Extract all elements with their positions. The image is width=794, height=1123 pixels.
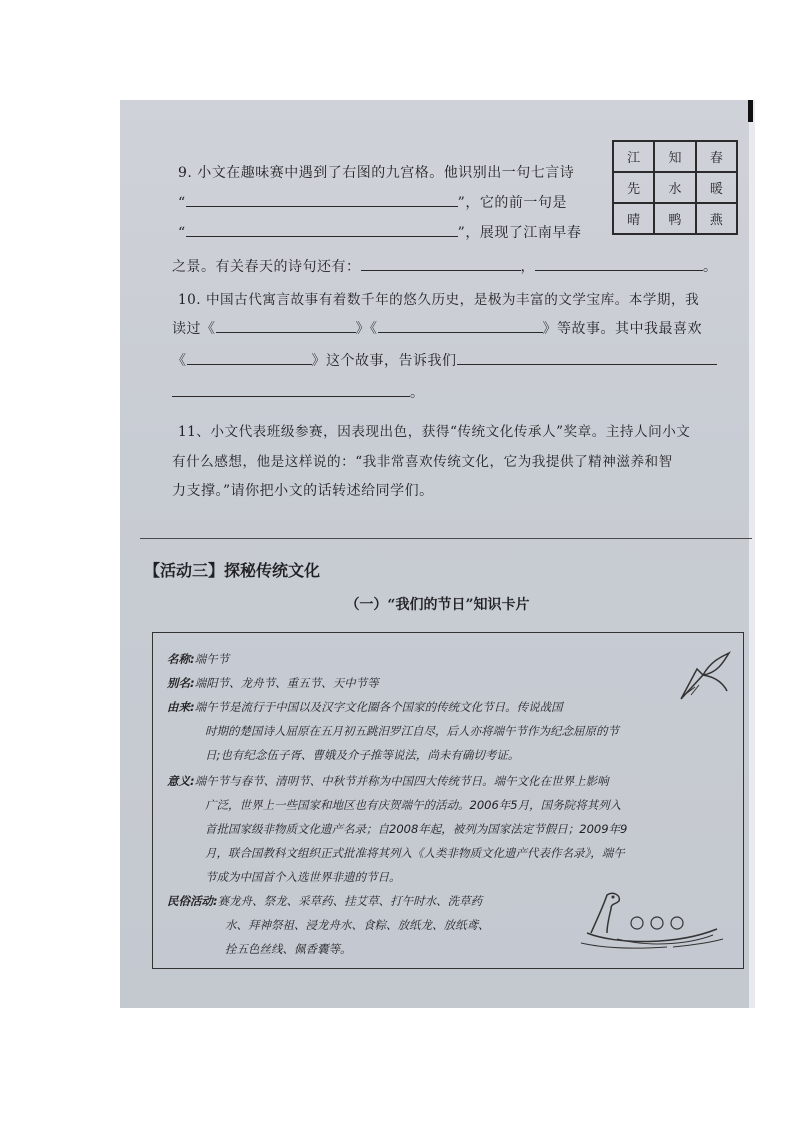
grid-cell: 水 bbox=[654, 172, 695, 203]
q9-quote-close-2: ”，展现了江南早春 bbox=[457, 225, 582, 241]
q9-quote-close-1: ”，它的前一句是 bbox=[457, 195, 567, 211]
page-edge bbox=[749, 100, 755, 1008]
q10-line2 bbox=[172, 318, 702, 338]
q9-line4-end: 。 bbox=[703, 259, 718, 275]
q10-blank-4[interactable] bbox=[457, 350, 717, 365]
q9-line2 bbox=[178, 192, 567, 212]
grid-cell: 知 bbox=[654, 141, 695, 172]
q10-blank-1[interactable] bbox=[216, 318, 356, 333]
q9-line3 bbox=[178, 222, 581, 242]
card-customs-line: 水、拜神祭祖、浸龙舟水、食粽、放纸龙、放纸鸢、 bbox=[225, 918, 490, 932]
card-name-label: 名称: bbox=[167, 652, 195, 666]
section-divider bbox=[140, 538, 752, 539]
q9-line4-comma: ， bbox=[520, 259, 535, 275]
q9-line1: 9. 小文在趣味赛中遇到了右图的九宫格。他识别出一句七言诗 bbox=[178, 165, 575, 181]
q10-text-e: 》这个故事，告诉我们 bbox=[311, 353, 457, 369]
q10-blank-3[interactable] bbox=[187, 350, 312, 365]
q10-line3 bbox=[172, 350, 717, 370]
grid-cell: 江 bbox=[613, 141, 654, 172]
q9-blank-4[interactable] bbox=[535, 256, 703, 271]
q10-blank-2[interactable] bbox=[378, 318, 543, 333]
card-origin-line: 日;也有纪念伍子胥、曹娥及介子推等说法，尚未有确切考证。 bbox=[205, 748, 520, 762]
card-customs-row bbox=[167, 893, 482, 909]
q10-text-b: 》《 bbox=[355, 321, 378, 337]
grid-cell: 晴 bbox=[613, 203, 654, 234]
card-customs-label: 民俗活动: bbox=[167, 894, 218, 908]
q10-line4 bbox=[172, 382, 425, 402]
q9-blank-1[interactable] bbox=[186, 192, 458, 207]
knowledge-card bbox=[152, 632, 744, 969]
q9-quote-open-1: “ bbox=[178, 195, 186, 211]
card-meaning-line: 端午节与春节、清明节、中秋节并称为中国四大传统节日。端午文化在世界上影响 bbox=[194, 774, 609, 788]
card-customs-line: 赛龙舟、祭龙、采草药、挂艾草、打午时水、洗草药 bbox=[217, 894, 483, 908]
activity-subtitle: （一）“我们的节日”知识卡片 bbox=[345, 597, 530, 613]
q9-quote-open-2: “ bbox=[178, 225, 186, 241]
card-customs-line: 拴五色丝线、佩香囊等。 bbox=[225, 942, 352, 956]
dragon-boat-icon bbox=[577, 883, 727, 953]
card-alias-value: 端阳节、龙舟节、重五节、天中节等 bbox=[194, 676, 379, 690]
card-origin-line: 时期的楚国诗人屈原在五月初五跳汨罗江自尽，后人亦将端午节作为纪念屈原的节 bbox=[205, 724, 619, 738]
card-origin-label: 由来: bbox=[167, 700, 195, 714]
q9-line4-label: 之景。有关春天的诗句还有： bbox=[172, 259, 361, 275]
card-alias-row bbox=[167, 675, 379, 691]
zongzi-leaf-icon bbox=[673, 647, 733, 707]
card-origin-line: 端午节是流行于中国以及汉字文化圈各个国家的传统文化节日。传说战国 bbox=[194, 700, 563, 714]
card-origin-row bbox=[167, 699, 563, 715]
nine-grid bbox=[612, 140, 738, 235]
q10-text-end: 。 bbox=[410, 385, 425, 401]
q10-line1: 10. 中国古代寓言故事有着数千年的悠久历史，是极为丰富的文学宝库。本学期，我 bbox=[178, 292, 700, 308]
q10-text-d: 《 bbox=[172, 353, 187, 369]
card-name-row bbox=[167, 651, 229, 667]
card-name-value: 端午节 bbox=[194, 652, 230, 666]
grid-cell: 燕 bbox=[696, 203, 737, 234]
card-meaning-line: 首批国家级非物质文化遗产名录；自2008年起，被列为国家法定节假日；2009年9 bbox=[205, 822, 628, 836]
q11-line2: 有什么感想，他是这样说的：“我非常喜欢传统文化，它为我提供了精神滋养和智 bbox=[172, 454, 673, 470]
grid-cell: 鸭 bbox=[654, 203, 695, 234]
q9-line4 bbox=[172, 256, 718, 276]
card-meaning-line: 广泛，世界上一些国家和地区也有庆贺端午的活动。2006年5月，国务院将其列入 bbox=[205, 798, 622, 812]
card-meaning-line: 节成为中国首个入选世界非遗的节日。 bbox=[205, 870, 401, 884]
grid-cell: 先 bbox=[613, 172, 654, 203]
q9-blank-3[interactable] bbox=[361, 256, 521, 271]
q10-blank-5[interactable] bbox=[172, 382, 410, 397]
q11-line1: 11、小文代表班级参赛，因表现出色，获得“传统文化传承人”奖章。主持人问小文 bbox=[178, 424, 691, 440]
grid-cell: 暖 bbox=[696, 172, 737, 203]
card-meaning-row bbox=[167, 773, 609, 789]
page-edge-shadow bbox=[748, 100, 753, 122]
q10-text-c: 》等故事。其中我最喜欢 bbox=[542, 321, 702, 337]
activity-title: 【活动三】探秘传统文化 bbox=[144, 561, 321, 580]
card-alias-label: 别名: bbox=[167, 676, 195, 690]
q11-line3: 力支撑。”请你把小文的话转述给同学们。 bbox=[172, 483, 434, 499]
card-meaning-line: 月，联合国教科文组织正式批准将其列入《人类非物质文化遗产代表作名录》，端午 bbox=[205, 846, 625, 860]
grid-cell: 春 bbox=[696, 141, 737, 172]
q10-text-a: 读过《 bbox=[172, 321, 216, 337]
q9-blank-2[interactable] bbox=[186, 222, 458, 237]
card-meaning-label: 意义: bbox=[167, 774, 195, 788]
worksheet-photo bbox=[120, 100, 755, 1008]
